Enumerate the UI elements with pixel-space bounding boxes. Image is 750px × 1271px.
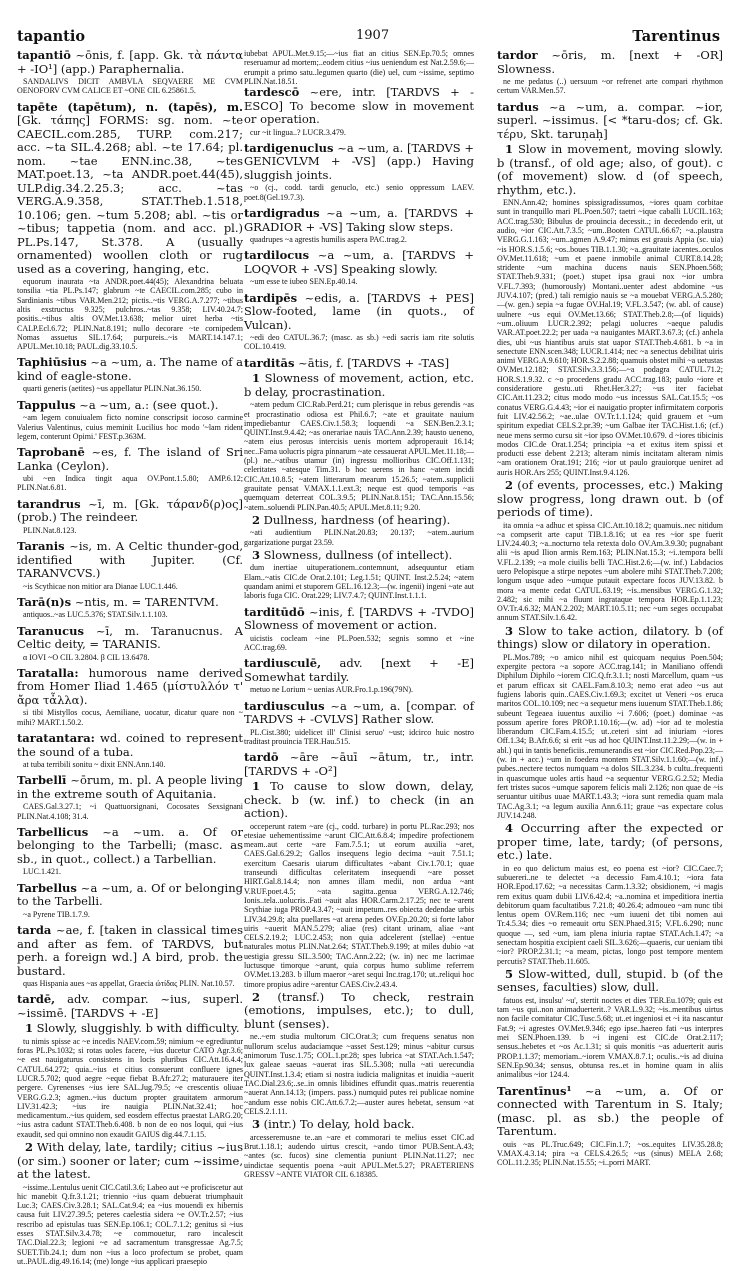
- definition: ~ī, m. [Gk. τάρανδ(ρ)ος] (prob.) The reindeer.: [17, 496, 243, 525]
- citations: ~a Pyrene TIB.1.7.9.: [23, 909, 90, 919]
- citations: quas Hispania aues ~as appellat, Graecia ὠτίδας PLIN. Nat.10.57.: [23, 979, 235, 989]
- definition: ~ātis, f. [TARDVS + -TAS]: [294, 355, 450, 370]
- dictionary-entry: [244, 207, 474, 244]
- entry-heading: [244, 142, 474, 183]
- citations: ne..~em studia multorum CIC.Orat.3; cum frequens senatus non nullorum scelus audaciamque ~asset Sest.129; minus ~abitur cursus animorum Tusc.1.75; COL.1.pr.28; spes lubrica ~at STAT.Ach.1.547; lux galeae saeuas ~auerat iras SIL.5.308; nulla ~ati uerecundia QUINT.Inst.1.3.4; etiam si nostra iudicia malignitas et inuidia ~auerit TAC.Dial.23.6;..se..in omnis libidines effundit quas..matris reuerentia ~auerat Ann.14.13; (impers. pass.) numquid putes rei publicae nomine ~andum esse nobis CIC.Att.6.7.2;—auster aures hebetat, sensum ~at CELS.2.1.11.: [244, 1032, 474, 1116]
- sense-number: 1: [25, 1021, 34, 1036]
- definition: humorous name derived from Homer Iliad 1.465 (μίστυλλόν τ' ἄρα τἆλλα).: [17, 665, 243, 707]
- dictionary-entry: [17, 101, 243, 352]
- citations: quarti generis (aetites) ~us appellatur PLIN.Nat.36.150.: [23, 384, 202, 394]
- citations: ne me pedatus (..) uersuum ~or refrenet arte compari rhythmon certum VAR.Men.57.: [497, 77, 723, 96]
- headword: taratantara:: [17, 731, 95, 746]
- citations: SANDALIVS DICIT AMBVLA SEQVAERE ME CVM OENOFORV CVM CALICE ET ~ONE CIL 6.25861.5.: [17, 77, 243, 96]
- dictionary-entry: [17, 540, 243, 591]
- entry-heading: [244, 700, 474, 727]
- definition: [Gk. τάπης] FORMS: sg. nom. ~te CAECIL.com.285, TURP. com.217; acc. ~ta SIL.4.268; abl. ~te 17.64; pl. nom. ~tae ENN.inc.38, ~tes MAT.poet.13, ~ta ANDR.poet.44(45), ULP.dig.34.2.25.3; acc. ~tas VERG.A.9.358, STAT.Theb.1.518, 10.106; gen. ~tum 5.208; abl. ~tis or ~tibus; tappetia (nom. and acc. pl.) PL.Ps.147, St.378. A (usually ornamented) woollen cloth or rug used as a covering, hanging, etc.: [17, 113, 243, 276]
- entry-heading: [17, 774, 243, 801]
- definition: ~inis, f. [TARDVS + -TVDO] Slowness of movement or action.: [244, 604, 474, 633]
- headword: tardilocus: [244, 248, 310, 263]
- entry-heading: [17, 498, 243, 525]
- dictionary-entry: [17, 882, 243, 919]
- sense-number: 3: [252, 547, 261, 562]
- sense: [17, 1141, 243, 1182]
- definition: ~a ~um. a. Of or belonging to the Tarbelli; (masc. as sb., in quot., collect.) a Tarbellian.: [17, 824, 243, 866]
- entry-heading: [244, 207, 474, 234]
- sense: [244, 549, 474, 563]
- column-3: [497, 49, 723, 1172]
- page-number: 1907: [356, 28, 390, 43]
- sense: [497, 822, 723, 863]
- definition: ~es, f. The island of Sri Lanka (Ceylon).: [17, 445, 243, 473]
- headword: tarditūdō: [244, 604, 305, 619]
- headword: tarditās: [244, 355, 295, 370]
- dictionary-entry: [17, 732, 243, 769]
- entry-heading: [497, 101, 723, 142]
- citations: cur ~it lingua..? LUCR.3.479.: [250, 127, 346, 137]
- citations: PL.Mos.789; ~o amico nihil est quicquam nequius Poen.504; expergite pectora ~a sopore ACC.trag.141; in Maniliano offendi Diphilum Diphilo ~iorem CIC.Q.fr.3.1.1; nosti Marcellum, quam ~us et parum efficax sit CAEL.Fam.8.10.3; nemo erat adeo ~us aut fugiens laboris quin..CAES.Civ.1.69.3; excitet ut Veneri ~os eruca maritos COL.10.109; nec ~a sequetur mens iuuenum STAT.Theb.1.86; subeunt Tegeaea iuuentus auxilio ~i 7.606; (poet.) dominae ~as possum aperire fores PROP.1.10.16;—(w. ad) ~ior ad te molestia liberandum CIC.Fam.4.15.5; ut..ceteri sint ad iniuriam ~iores Off.1.34; B.Afr.6.6; si erit ~us ad hoc QUINT.Inst.11.2.29;—(w. in + abl.) qui in tantis beneficiis..remunerandis est ~ior CIC.Red.Pop.23;—(w. in + acc.) ~um in foedera montem STAT.Silv.1.1.60;—(w. inf.) pubes..nectere tectos numquam ~a dolos SIL.3.234. b cultu..frequenti in quascumque uoles artis haud ~a sequentur VERG.G.2.52; Media fert tristes sucos ~umque saporem felicis mali 2.126; non quae de ~is seruantur uitibus uuae MART.1.43.3; ~iora sunt remedia quam mala TAC.Ag.3.1; ~a legum auxilia Ann.6.11; graue ~as expectare colus JUV.14.248.: [497, 652, 723, 820]
- definition: ~a ~um, a. Of or belonging to the Tarbelli.: [17, 880, 243, 909]
- headword: Tarentīnus¹: [497, 1083, 572, 1098]
- citations: ~ati audientium PLIN.Nat.20.83; 20.137; ~atem..aurium gargarizatione purgat 23.59.: [244, 528, 474, 547]
- definition: ~a ~um, a. compar. ~ior, superl. ~issimus. [< *taru-dos; cf. Gk. τέρυ, Skt. taruṇaḥ]: [497, 99, 723, 141]
- citations: ubi ~en Indica tingit aqua OV.Pont.1.5.80; AMP.6.12; PLIN.Nat.6.81.: [17, 474, 243, 493]
- definition: wd. coined to represent the sound of a tuba.: [17, 731, 243, 759]
- dictionary-entry: [17, 667, 243, 727]
- sense-definition: Slow in movement, moving slowly. b (transf., of old age; also, of gout). c (of movement) slow. d (of speech, rhythm, etc.).: [497, 142, 723, 197]
- sense-number: 3: [505, 623, 514, 638]
- headword: Tarbellicus: [17, 824, 89, 839]
- definition: ~is, m. A Celtic thunder-god, identified with Jupiter. (Cf. TARANVCVS.): [17, 539, 243, 581]
- headword: tardigenuclus: [244, 140, 334, 155]
- headword: tardipēs: [244, 290, 298, 305]
- column-2: [244, 49, 474, 1184]
- citations: PL.Cist.380; uidelicet ill' Clinisi seruo' ~ust; idcirco huic nostro traditast prouincia TER.Hau.515.: [244, 727, 474, 746]
- definition: ~a ~um, a. [compar. of TARDVS + -CVLVS] Rather slow.: [244, 698, 474, 726]
- citations: antiquos..~as LUC.5.376; STAT.Silv.1.1.103.: [23, 610, 168, 620]
- continued-quotations: iubebat APUL.Met.9.15;—~ius fiat an citius SEN.Ep.70.5; omnes reseruamur ad mortem;..eodem citius ~ius ueniendum est Nat.2.59.6;—erumpit a primo satu..legumen quarto (die) uel, cum ~issime, septimo PLIN.Nat.18.51.: [244, 49, 474, 86]
- column-1: [17, 49, 243, 1271]
- entry-heading: [244, 357, 474, 371]
- citations: equorum inaurata ~ta ANDR.poet.44(45); Alexandrina beluata tonsilia ~tia PL.Ps.147; glabrum ~te CAECIL.com.285; cubo in Sardinianis ~tibus VAR.Men.212; pictis..~tis VERG.A.7.277; ~tibus altis exstructus 9.325; pulchros..~tas 9.358; LIV.40.24.7; positis..~tibus altis OV.Met.13.638; melior uiret herba ~tis CALP.Ecl.6.72; PLIN.Nat.8.191; nullo decorare ~te cornipedem Nomas assuetus SIL.17.64; purpureis..~is MART.14.147.1; APUL.Met.10.18; PAUL.dig.33.10.5.: [17, 277, 243, 352]
- citations: at tuba terribili sonitu ~ dixit ENN.Ann.140.: [23, 760, 166, 770]
- entry-heading: [244, 86, 474, 127]
- sense-number: 2: [25, 1140, 34, 1155]
- dictionary-entry: [497, 101, 723, 1080]
- sense: [17, 1022, 243, 1036]
- definition: adv. [next + -E] Somewhat tardily.: [244, 656, 474, 684]
- sense: [244, 991, 474, 1032]
- citations: ~is Scythicae non mitior ara Dianae LUC.1.446.: [23, 581, 178, 591]
- dictionary-entry: [244, 657, 474, 694]
- sense-definition: Slow to take action, dilatory. b (of things) slow or dilatory in operation.: [497, 623, 723, 652]
- sense: [244, 1118, 474, 1132]
- dictionary-entry: [17, 993, 243, 1266]
- dictionary-entry: [244, 142, 474, 202]
- sense-number: 2: [252, 989, 261, 1004]
- citations: tu nimis spisse ac ~e incedis NAEV.com.59; nimium ~e egrediuntur foras PL.Ps.1032; si rotas uoles facere, ~ius ducetur CATO Agr.3.6; ~e est nauigaturus consistens in locis pluribus CIC.Att.16.4.4; CATUL.64.272; quia..~ius et citius consuerunt confluere ignes LUCR.5.702; quod aegre ~eque fiebat B.Afr.27.2; maturauere iter pergere. Cyrenenses ~ius iere SAL.Jug.79.5; ~e crescentis oliuae VERG.G.2.3; agmen..~ius ductum propter grauitatem armorum LIV.31.42.3; ~ius ire nauigia PLIN.Nat.32.41; hoc medicamentum..~ius quidem, sed eosdem effectus praestat LARG.20; ~ius astra cadunt STAT.Theb.6.408. b non de eo nos loqui, qui ~ius exaudit, sed qui omnino non exaudit GAIUS dig.44.7.1.15.: [17, 1036, 243, 1139]
- entry-heading: [17, 625, 243, 652]
- sense-number: 1: [505, 142, 514, 157]
- sense-definition: Slowness of movement, action, etc. b delay, procrastination.: [244, 371, 474, 399]
- dictionary-entry: [17, 774, 243, 821]
- entry-heading: [17, 732, 243, 759]
- sense: [244, 780, 474, 821]
- entry-heading: [17, 446, 243, 473]
- citations: ouis ~as PL.Truc.649; CIC.Fin.1.7; ~os..equites LIV.35.28.8; V.MAX.4.3.14; pira ~a CELS.4.26.5; ~us (sinus) MELA 2.68; COL.11.2.35; PLIN.Nat.15.55; ~i..porri MART.: [497, 1139, 723, 1168]
- citations: CAES.Gal.3.27.1; ~i Quattuorsignani, Cocosates Sexsignani PLIN.Nat.4.108; 31.4.: [17, 802, 243, 821]
- definition: ~ōrum, m. pl. A people living in the extreme south of Aquitania.: [17, 773, 243, 801]
- headword: Tarbellus: [17, 880, 77, 895]
- definition: ~ī, m. Taranucnus. A Celtic deity, = TARANIS.: [17, 623, 243, 652]
- sense-definition: Slowly, sluggishly. b with difficulty.: [33, 1021, 240, 1036]
- headword: tapēte (tapētum), n. (tapēs), m.: [17, 99, 243, 114]
- sense: [497, 968, 723, 995]
- definition: ~ntis, m. = TARENTVM.: [71, 594, 219, 609]
- dictionary-entry: [244, 357, 474, 601]
- sense-number: 1: [252, 779, 261, 794]
- sense: [244, 372, 474, 399]
- definition: ~ōris, m. [next + -OR] Slowness.: [497, 48, 723, 76]
- sense-definition: With delay, late, tardily; citius ~ius (or sim.) sooner or later; cum ~issime, at the latest.: [17, 1140, 243, 1182]
- entry-heading: [17, 826, 243, 867]
- headword: tarda: [17, 923, 52, 938]
- headword: Taranis: [17, 539, 65, 554]
- sense: [497, 625, 723, 652]
- dictionary-entry: [244, 606, 474, 653]
- sense-number: 4: [505, 821, 514, 836]
- headword: tardē,: [17, 992, 56, 1007]
- headword: tardor: [497, 48, 538, 62]
- definition: ~a ~um, a. [TARDVS + GRADIOR + -VS] Taking slow steps.: [244, 206, 474, 234]
- headword: Tarbellī: [17, 773, 67, 788]
- entry-heading: [244, 751, 474, 778]
- headword: tardus: [497, 99, 539, 114]
- headword: Taranucus: [17, 623, 84, 638]
- sense: [244, 514, 474, 528]
- sense: [497, 479, 723, 520]
- sense-definition: (transf.) To check, restrain (emotions, impulses, etc.); to dull, blunt (senses).: [244, 989, 474, 1031]
- headword: tardiusculē,: [244, 656, 322, 671]
- sense-number: 2: [252, 512, 261, 527]
- dictionary-entry: [497, 49, 723, 96]
- definition: ~a ~um, a. [TARDVS + LOQVOR + -VS] Speaking slowly.: [244, 248, 474, 276]
- running-header: [0, 24, 750, 44]
- citations: dum inertiae uituperationem..contemnunt, adsequuntur etiam Elam..~atis CIC.de Orat.2.101; Leg.1.51; QUINT. Inst.2.5.24; ~atem quandam animi et stuporem GEL.16.12.3;—(w. ingenii) ingeni ~ate aut laboris fuga CIC. Orat.229; LIV.7.4.7; QUINT.Inst.1.1.1.: [244, 563, 474, 601]
- headword: Taprobanē: [17, 445, 85, 460]
- entry-heading: [17, 101, 243, 277]
- definition: adv. compar. ~ius, superl. ~issimē. [TARDVS + -E]: [17, 992, 243, 1020]
- definition: ~a ~um, a. The name of a kind of eagle-stone.: [17, 355, 243, 383]
- citations: uicistis cocleam ~ine PL.Poen.532; segnis somno et ~ine ACC.trag.69.: [244, 633, 474, 652]
- sense-number: 3: [252, 1117, 261, 1132]
- citations: metuo ne Lorium ~ uenias AUR.Fro.1.p.196(79N).: [250, 685, 413, 695]
- right-guide-word: Tarentinus: [632, 28, 720, 45]
- dictionary-entry: [17, 446, 243, 493]
- sense-number: 2: [505, 478, 514, 492]
- definition: ~a ~um, a.: (see quot.).: [75, 397, 219, 412]
- citations: ~o (cj., codd. tardi genuclo, etc.) senio oppressum LAEV. poet.8(Gel.19.7.3).: [244, 183, 474, 202]
- dictionary-entry: [244, 292, 474, 352]
- headword: Taphiūsius: [17, 355, 87, 370]
- dictionary-entry: [17, 924, 243, 988]
- citations: arcesseremusne te..an ~are et commorari te melius esset CIC.ad Brut.1.18.1; audendo uirtus crescit, ~ando timor PUB.Sent.A.43; ~antes (sc. fucos) sine clementia puniunt PLIN.Nat.11.27; nec uindictae sequentis poena ~auit APUL.Met.5.27; PRAETERIENS GRESSV ~ANTE VIATOR CIL 6.18385.: [244, 1132, 474, 1179]
- entry-heading: [17, 882, 243, 909]
- dictionary-entry: [244, 86, 474, 137]
- dictionary-entry: [17, 49, 243, 96]
- left-guide-word: tapantio: [17, 28, 86, 45]
- headword: Tappulus: [17, 397, 76, 412]
- dictionary-entry: [17, 596, 243, 620]
- citations: ~am legem conuiualem ficto nomine conscripsit iocoso carmine Valerius Valentinus, cuius meminit Lucilius hoc modo '~lam rident legem, conterunt Opimi.' FEST.p.363M.: [17, 413, 243, 441]
- sense-number: 1: [252, 371, 261, 386]
- headword: tardescō: [244, 85, 300, 100]
- entry-heading: [244, 606, 474, 633]
- sense-definition: Occurring after the expected or proper time, late, tardy; (of persons, etc.) late.: [497, 821, 723, 863]
- sense-definition: To cause to slow down, delay, check. b (w. inf.) to check (in an action).: [244, 779, 474, 821]
- entry-heading: [17, 924, 243, 978]
- citations: ~atem pedum CIC.Rab.Perd.21; cum plerisque in rebus gerendis ~as et procrastinatio odiosa est Phil.6.7; ~ate et grauitate nauium impediebantur CAES.Civ.1.58.3; loquendi ~a SEN.Ben.2.3.1; QUINT.Inst.9.4.42; ~as onerariae nauis TAC.Ann.2.39; hausto ueneno, ~atem eius perosus intercisis uenis mortem adproperauit 16.14; nec..Fama uolucris pigra pinnarum ~ate cessauerat APUL.Met.11.18;—(pl.) ne..~atibus utamur (in) ingressu mollioribus CIC.Off.1.131; celeritates ~atesque Tim.31. b hoc uerens in hanc ~atem incidi CIC.Att.10.8.5; ~atem litterarum mearum 15.26.5; ~atem..supplicii grauitate pensat V.MAX.1.1.ext.3; neque est quod temporis ~as quemquam deterreat COL.3.9.5; PLIN.Nat.8.151; TAC.Ann.15.56; ~atem..soluendi PLIN.Pan.40.5; APUL.Met.8.11; 9.20.: [244, 400, 474, 512]
- headword: tarandrus: [17, 496, 81, 511]
- dictionary-entry: [244, 700, 474, 747]
- definition: ~edis, a. [TARDVS + PES] Slow-footed, lame (in quots., of Vulcan).: [244, 290, 474, 332]
- dictionary-entry: [244, 751, 474, 1179]
- headword: tardigradus: [244, 206, 320, 221]
- dictionary-entry: [244, 249, 474, 286]
- definition: ~āre ~āuī ~ātum, tr., intr. [TARDVS + -O²]: [244, 750, 474, 778]
- entry-heading: [17, 540, 243, 581]
- entry-heading: [17, 993, 243, 1020]
- citations: ENN.Ann.42; homines spissigradissumos, ~iores quam corbitae sunt in tranquillo mari PL.Poen.507; taetri ~ique caballi LUCIL.163; ACC.trag.530; Bibulus de prouincia decessit..; in decedendo erit, ut audio, ~ior CIC.Att.7.3.5; ~um..Booten CATUL.66.67; ~a..plaustra VERG.G.1.163; ~um..agmen A.9.47; minus est grauis Appia (sc. uia) ~is HOR.S.1.5.6; ~os..boues TIB.1.1.30; ~a..grauitate iacentes..oculos OV.Met.11.618; ~um et paene inmobile animal CURT.8.14.28; stridente ~um machina ducens nauis SEN.Phoen.568; STAT.Theb.9.331; (poet.) stupet ipsa graui nox ~ior umbra V.FL.7.393; (humorously) Montani..uenter adest abdomine ~us JUV.4.107; (pred.) tali remigio nauis se ~a mouebat VERG.A.5.280;—(w. gen.) sepia ~a fugae OV.Hal.19; V.FL.3.547; (w. abl. of cause) uulnere ~us equi OV.Met.13.66; STAT.Theb.2.8;—(of liquids) ~um..oliuum LUCR.2.392; pelagi uolucres ~aeque paludis VAR.AT.poet.22.2; per uada ~a nauigantes MART.3.67.3; (cf.) anhela dies, ubi ~us hiantibus aruis stat uapor STAT.Theb.4.681. b ~a in senectute ENN.scen.348; LUCR.1.414; nec ~a senectus debilitat uiris animi VERG.A.9.610; HOR.S.2.2.88; quamuis obstet mihi ~a uetustas OV.Met.12.182; STAT.Silv.3.3.156;—~a podagra CATUL.71.2; HOR.S.1.9.32. c ~o procedens gradu ACC.trag.183; paulo ~iore et consideratiore gestu..uti Rhet.Her.3.27; ~us iter faciebat CIC.Att.11.23.2; citus modo modo ~us incessus SAL.Cat.15.5; ~os conatus VERG.G.4.43; ~ior ei nauigatio propter infirmitatem corporis fuit LIV.42.56.2; ~ae..ulae OV.Tr.1.1.124; quid grauem et ~um spiritum expediat CELS.2.pr.39; ~um Galbae iter TAC.Hist.1.6; (cf.) neue mens sermo cursu sit ~ior ipso OV.Met.10.679. d ~iores tibicinis modos CIC.de Orat.1.254; principia ~a et exitus item spissi et producti esse debent 2.213; alteram nimis incitatam alteram nimis ~am orationem Orat.191; 216; ~ior ut paulo grauiorque ueniret ad auris HOR.Ars 255; QUINT.Inst.9.4.126.: [497, 198, 723, 477]
- headword: Tarā(n)s: [17, 594, 72, 609]
- definition: ~ae, f. [taken in classical times and after as fem. of TARDVS, but perh. a foreign wd.] A bird, prob. the bustard.: [17, 923, 243, 978]
- entry-heading: [244, 249, 474, 276]
- citations: ~issime..Lentulus uenit CIC.Catil.3.6; Labeo aut ~e proficiscetur aut hic manebit Q.fr.3.1.21; triennio ~ius quam debuerat triumphauit Luc.3; CAES.Civ.3.28.1; SAL.Cat.9.4; ea ~ius mouendi ex hibernis causa fuit LIV.27.39.5; peteres caelestia sidera ~e OV.Tr.2.57; ~ius rescribo ad epistulas tuas SEN.Ep.106.1; COL.7.1.2; genitus si ~ius esses STAT.Silv.3.4.78; ~e commouetur, raro incalescit TAC.Dial.22.3; legioni ~e ad sacramentum transgressae Ag.7.5; SUET.Tib.24.1; dum non ~ius a loco profectum se probet, quam ut..PAUL.dig.49.16.14; (me) longe ~ius applicari praesepio: [17, 1182, 243, 1266]
- entry-heading: [244, 657, 474, 684]
- dictionary-entry: [17, 399, 243, 441]
- definition: ~ere, intr. [TARDVS + -ESCO] To become slow in movement or operation.: [244, 85, 474, 127]
- sense-definition: Dullness, hardness (of hearing).: [260, 512, 451, 527]
- dictionary-entry: [17, 826, 243, 877]
- citations: α IOVI ~O CIL 3.2804. β CIL 13.6478.: [23, 652, 150, 662]
- dictionary-entry: [17, 498, 243, 535]
- sense-definition: (of events, processes, etc.) Making slow progress, long drawn out. b (of periods of time).: [497, 478, 723, 519]
- citations: quadrupes ~a agrestis humilis aspera PAC.trag.2.: [250, 235, 407, 245]
- entry-heading: [497, 49, 723, 76]
- definition: ~ōnis, f. [app. Gk. τὰ πάντα + -IO¹] (app.) Paraphernalia.: [17, 48, 243, 76]
- dictionary-entry: [17, 356, 243, 393]
- headword: tardiusculus: [244, 698, 325, 713]
- headword: tapantiō: [17, 48, 71, 62]
- entry-heading: [244, 292, 474, 333]
- citations: PLIN.Nat.8.123.: [23, 525, 77, 535]
- citations: ~um esse te iubeo SEN.Ep.40.14.: [250, 277, 358, 287]
- dictionary-entry: [17, 625, 243, 662]
- headword: Taratalla:: [17, 665, 79, 680]
- sense-definition: (intr.) To delay, hold back.: [260, 1117, 415, 1132]
- entry-heading: [17, 399, 243, 413]
- citations: si tibi Mistyllos cocus, Aemiliane, uocatur, dicatur quare non ~ mihi? MART.1.50.2.: [17, 708, 243, 727]
- citations: ita omnia ~a adhuc et spissa CIC.Att.10.18.2; quamuis..nec nitidum ~a compserit arte caput TIB.1.8.16; ut ea res ~ior spe fuerit LIV.24.40.3; ~a..nocturno tela retexta dolo OV.Am.3.9.30; pugnabant alii ~is apud Ilion armis Rem.163; PLIN.Nat.15.3; ~i..tempora belli V.FL.2.139; ~a mole ciuilis belli TAC.Hist.2.6;—(w. inf.) Labdacios uero Pelopisque a stirpe nepotes ~um abolere mihi STAT.Theb.7.208; longum usque adeo ~umque putauit expectare focos JUV.13.82. b mora ~a mente cedat CATUL.63.19; ~is..mensibus VERG.G.1.32; 2.482; sic mihi ~a fluunt ingrataque tempora HOR.Ep.1.1.23; OV.Tr.4.6.32; MAN.2.202; MART.10.5.11; nec ~um seges occupabat annum STAT.Silv.1.6.42.: [497, 520, 723, 623]
- sense: [497, 143, 723, 197]
- sense-definition: Slow-witted, dull, stupid. b (of the senses, faculties) slow, dull.: [497, 966, 723, 995]
- definition: ~a ~um, a. Of or connected with Tarentum in S. Italy; (masc. pl. as sb.) the people of Tarentum.: [497, 1083, 723, 1139]
- entry-heading: [17, 49, 243, 76]
- citations: fatuos est, insulsu' ~u', stertit noctes et dies TER.Eu.1079; quis est tam ~us qui..non animaduerterit..? VAR.L.9.32; ~is..mentibus uirtus non facile comitatur CIC.Tusc.5.68; ut..et ingeniosi et ~i ita nascantur Fat.9; ~i agrestes OV.Met.9.346; ego ipse..haereo fati ~us interpres mei SEN.Phoen.139. b ~i ingeni est CIC.de Orat.2.117; sensus..hebetes et ~os Ac.1.31; si quis monitis ~as aduerterit auris PROP.1.1.37; memoriam..~iorem V.MAX.8.7.1; oculis..~is ad diuina SEN.Ep.90.34; sensus, obtunsa res..et in homine quam in aliis animalibus ~ior 124.4.: [497, 995, 723, 1080]
- definition: ~a ~um, a. [TARDVS + GENICVLVM + -VS] (app.) Having sluggish joints.: [244, 140, 474, 182]
- citations: in eo quo delictum maius est, eo poena est ~ior? CIC.Caec.7; subuereri..ne te delectet ~a decessio Fam.4.10.1; ~iora fata HOR.Epod.17.62; ~a necessitas Carm.1.3.32; obsidionem, ~i magis rem exitus quam dubii LIV.6.42.4; ~a..nomina et impeditiora inertia debitorum quam facultatibus 7.21.8; 40.26.4; admoueo ~am nunc tibi lentus opem OV.Rem.116; nec ~um iuueni det tibi nomen aui Tr.4.5.34; dies ~o remeauit ortu SEN.Phaed.315; V.FL.6.290; nunc quoque —, sed ~um, iam plena iniuria raptae STAT.Ach.1.47; ~a senectam hospitia excipient caeli SIL.3.626;—quaeris, cur ueniam tibi ~ior? PROP.2.31.1; ~a meam, pictas, longo post tempore mentem percutis? STAT.Theb.11.605.: [497, 863, 723, 966]
- entry-heading: [17, 356, 243, 383]
- dictionary-entry: [497, 1085, 723, 1168]
- entry-heading: [497, 1085, 723, 1139]
- sense-definition: Slowness, dullness (of intellect).: [260, 547, 453, 562]
- citations: occeperunt ratem ~are (cj., codd. turbare) in portu PL.Rac.293; nos etesiae uehementissime ~arunt CIC.Att.6.8.4; impedire profectionem meam..aut certe ~are Fam.7.5.1; ut eorum auxilia ~aret, CAES.Gal.6.29.2; Gallos insequens legio decima ~auit 7.51.1; exercitum Caesaris uiarum difficultates ~abant Civ.1.70.1; quae transeundi difficultas celeritatem insequendi ~are posset HIRT.Gal.8.14.4; non amnes illam medii, non ardua ~ant V.RUF.poet.4.5; ~ata sagitta..genua VERG.A.12.746; Ionis..tela..uolucris..Fati ~auit alas HOR.Carm.2.17.25; nec te ~arent Scythiae iuga PROP.4.3.47; ~auit impetum..res obiecta dedendae urbis LIV.34.29.8; alta puellares ~at arena pedes OV.Ep.20.20; si forte labor uiris ~auerit MAN.5.279; aliae (res) citant urinam, aliae ~ant CELS.2.19.2; LUC.2.453; non quia adcelerent (stellae) ~entue naturales motus PLIN.Nat.2.64; STAT.Theb.9.199; at miles dubio ~at uestigia gressu SIL.3.500; TAC.Ann.2.22; (w. in) nec me lacrimae luctusque timorque ~arunt, quia corpus humo sublime referrem OV.Met.13.283. b illum maeror ~aret sequi Inc.trag.170; ut..reliqui hoc timore propius adire ~arentur CAES.Civ.2.43.4.: [244, 821, 474, 989]
- citations: LUC.1.421.: [23, 867, 61, 877]
- headword: tardō: [244, 750, 279, 765]
- entry-heading: [17, 596, 243, 610]
- sense-number: 5: [505, 966, 514, 981]
- entry-heading: [17, 667, 243, 708]
- citations: ~edi deo CATUL.36.7; (masc. as sb.) ~edi sacris iam rite solutis COL.10.419.: [244, 333, 474, 352]
